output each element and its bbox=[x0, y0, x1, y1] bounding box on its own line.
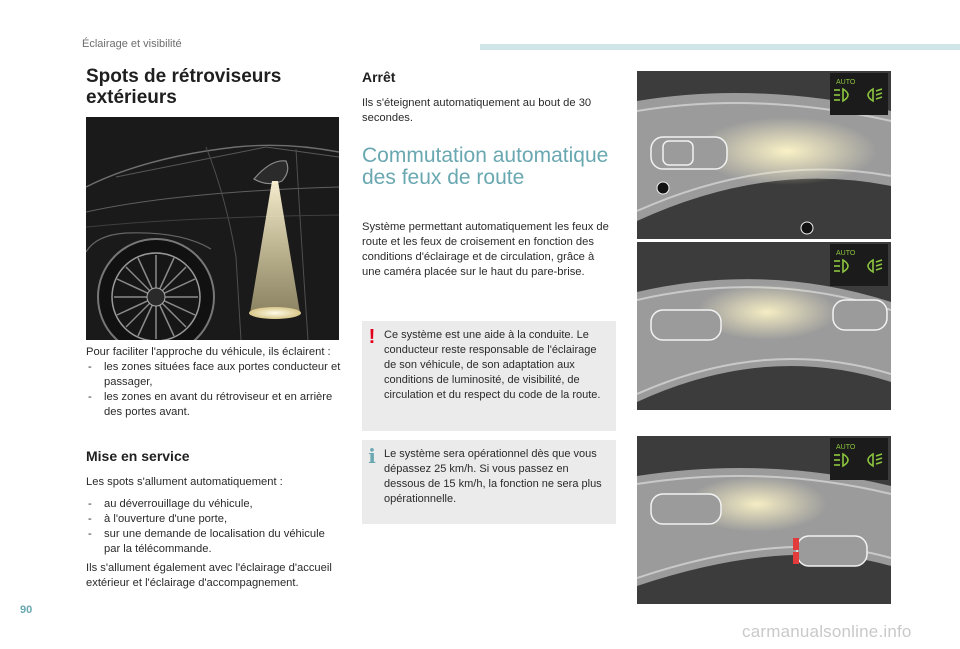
auto-badge: AUTO bbox=[836, 79, 856, 86]
list-item: - à l'ouverture d'une porte, bbox=[86, 512, 344, 527]
section-title: Éclairage et visibilité bbox=[82, 38, 182, 50]
intro-list bbox=[86, 360, 344, 420]
commutation-text: Système permettant automatiquement les feux de route et les feux de croisement en fonction des conditions d'éclairage et de circulation, grâce à une caméra placée sur le haut du pare-brise. bbox=[362, 221, 609, 278]
left-column bbox=[86, 66, 344, 589]
list-item: - les zones situées face aux portes conducteur et passager, bbox=[86, 360, 344, 390]
info-box bbox=[362, 440, 616, 524]
header-bar bbox=[480, 44, 960, 50]
arret-title: Arrêt bbox=[362, 69, 396, 85]
intro-text: Pour faciliter l'approche du véhicule, ils éclairent : bbox=[86, 346, 331, 358]
high-beam-scenario-panel bbox=[637, 71, 891, 239]
car-illustration-svg bbox=[86, 117, 339, 340]
following-vehicle-scenario-panel bbox=[637, 436, 891, 604]
spots-title: Spots de rétroviseurs extérieurs bbox=[86, 66, 282, 108]
mise-en-service-title: Mise en service bbox=[86, 448, 190, 464]
warning-box bbox=[362, 321, 616, 431]
watermark: carmanualsonline.info bbox=[742, 622, 912, 641]
mise-list bbox=[86, 497, 344, 557]
warning-text: Ce système est une aide à la conduite. Le conducteur reste responsable de l'éclairage de son véhicule, de son adaptation aux conditions de luminosité, de visibilité, de circulation et du respect du code de la route. bbox=[384, 329, 601, 401]
list-item: - sur une demande de localisation du véhicule par la télécommande. bbox=[86, 527, 344, 557]
warning-icon: ! bbox=[368, 326, 376, 348]
mise-intro: Les spots s'allument automatiquement : bbox=[86, 476, 283, 488]
arret-text: Ils s'éteignent automatiquement au bout de 30 secondes. bbox=[362, 97, 592, 124]
list-item: - au déverrouillage du véhicule, bbox=[86, 497, 344, 512]
auto-badge: AUTO bbox=[836, 444, 856, 451]
intro-paragraph bbox=[86, 345, 344, 420]
mirror-spot-illustration bbox=[86, 117, 339, 340]
list-item: - les zones en avant du rétroviseur et en arrière des portes avant. bbox=[86, 390, 344, 420]
commutation-title: Commutation automatique des feux de route bbox=[362, 144, 609, 189]
info-text: Le système sera opérationnel dès que vous dépassez 25 km/h. Si vous passez en dessous de 15 km/h, la fonction ne sera plus opérationnelle. bbox=[384, 448, 602, 505]
mise-footer: Ils s'allument également avec l'éclairage d'accueil extérieur et l'éclairage d'accompagnement. bbox=[86, 562, 332, 589]
page-number: 90 bbox=[20, 604, 33, 616]
auto-badge: AUTO bbox=[836, 250, 856, 257]
oncoming-vehicle-scenario-panel bbox=[637, 242, 891, 410]
info-icon: i bbox=[368, 444, 376, 468]
